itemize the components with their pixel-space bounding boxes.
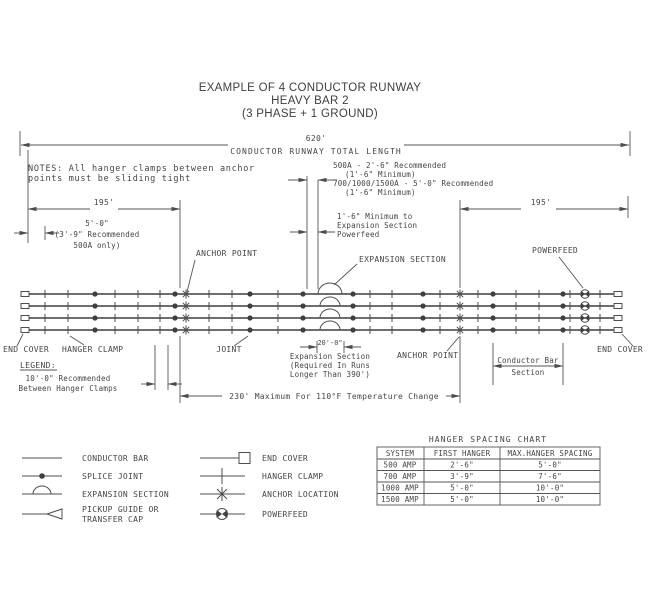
dim-exp-min-1: 1'-6" Minimum to [337, 212, 413, 221]
powerfeed-symbol [585, 303, 589, 309]
powerfeed-symbol [581, 327, 585, 333]
end-cover-symbol [200, 453, 250, 464]
expansion-arc-symbol [320, 309, 340, 318]
powerfeed-symbol [581, 303, 585, 309]
dim-left-span: 195' [93, 198, 115, 207]
dim-right-span: 195' [530, 198, 552, 207]
dim-exp-note-2: (Required In Runs [289, 361, 371, 370]
dim-bar-section-2: Section [511, 368, 545, 377]
hanger-clamp-symbol [200, 468, 245, 484]
callout-expansion: EXPANSION SECTION [359, 255, 446, 264]
end-cover-symbol [614, 292, 622, 297]
legend-label-pickup-2: TRANSFER CAP [82, 515, 144, 524]
splice-joint-symbol [490, 291, 495, 296]
legend-label-pickup-1: PICKUP GUIDE OR [82, 505, 159, 514]
splice-joint-symbol [300, 315, 305, 320]
chart-header-max-spacing: MAX.HANGER SPACING [507, 449, 593, 458]
page-subtitle-2: (3 PHASE + 1 GROUND) [241, 108, 379, 120]
expansion-arc-symbol [320, 321, 340, 330]
chart-cell: 10'-0" [535, 483, 565, 493]
splice-joint-symbol [22, 473, 62, 479]
end-cover-symbol [614, 304, 622, 309]
callout-anchor-right: ANCHOR POINT [397, 351, 459, 360]
chart-cell: 700 AMP [383, 472, 417, 481]
leader-lines [17, 257, 633, 351]
end-cover-symbol [614, 328, 622, 333]
dim-first-hanger-3: 500A only) [73, 241, 121, 250]
callout-anchor-left: ANCHOR POINT [196, 249, 258, 258]
chart-title: HANGER SPACING CHART [428, 435, 548, 444]
callout-joint: JOINT [216, 345, 242, 354]
chart-cell: 5'-0" [538, 460, 562, 470]
dim-total-value: 620' [305, 134, 327, 143]
legend-label-end-cover: END COVER [262, 454, 309, 463]
dim-feed-2: (1'-6" Minimum) [345, 170, 416, 179]
powerfeed-symbol [585, 327, 589, 333]
powerfeed-symbol [200, 509, 245, 520]
splice-joint-symbol [92, 303, 97, 308]
chart-cell: 3'-9" [450, 472, 474, 481]
notes-block [28, 164, 255, 184]
callout-end-cover-left: END COVER [3, 345, 50, 354]
splice-joint-symbol [420, 327, 425, 332]
dim-exp-min-2: Expansion Section [337, 221, 418, 230]
end-cover-symbol [21, 316, 29, 321]
splice-joint-symbol [350, 315, 355, 320]
callout-hanger-clamp: HANGER CLAMP [62, 345, 124, 354]
callout-powerfeed: POWERFEED [532, 246, 579, 255]
legend-note-title: LEGEND: [20, 361, 56, 370]
runway [21, 283, 622, 335]
splice-joint-symbol [247, 291, 252, 296]
splice-joint-symbol [172, 303, 177, 308]
hanger-spacing-chart [377, 435, 600, 505]
chart-cell: 1500 AMP [381, 495, 419, 504]
splice-joint-symbol [490, 315, 495, 320]
end-cover-symbol [21, 328, 29, 333]
splice-joint-symbol [172, 327, 177, 332]
splice-joint-symbol [490, 327, 495, 332]
legend-note-1: 10'-0" Recommended [25, 374, 111, 383]
legend [22, 453, 339, 525]
splice-joint-symbol [247, 315, 252, 320]
callout-end-cover-right: END COVER [597, 345, 644, 354]
dim-first-hanger-1: 5'-0" [85, 219, 109, 228]
chart-cell: 1000 AMP [381, 483, 419, 493]
splice-joint-symbol [350, 291, 355, 296]
splice-joint-symbol [420, 303, 425, 308]
dim-max-run: 230' Maximum For 110°F Temperature Change [229, 392, 439, 401]
chart-cell: 7'-6" [538, 472, 562, 481]
dim-exp-note-3: Longer Than 390') [289, 370, 371, 379]
splice-joint-symbol [92, 327, 97, 332]
dim-exp-min-3: Powerfeed [337, 230, 380, 239]
powerfeed-symbol [585, 315, 589, 321]
chart-header-system: SYSTEM [385, 449, 415, 458]
splice-joint-symbol [560, 303, 565, 308]
splice-joint-symbol [350, 303, 355, 308]
splice-joint-symbol [420, 315, 425, 320]
dim-bar-section-1: Conductor Bar [497, 356, 559, 365]
chart-cell: 10'-0" [535, 495, 565, 504]
dim-first-hanger-2: (3'-9" Recommended [54, 230, 140, 239]
legend-label-hanger-clamp: HANGER CLAMP [262, 472, 324, 481]
pickup-guide-symbol [22, 509, 62, 519]
splice-joint-symbol [172, 291, 177, 296]
dim-feed-1: 500A - 2'-6" Recommended [333, 161, 447, 170]
expansion-section-symbol [22, 486, 62, 494]
dim-exp-len: 20'-0" [317, 339, 343, 347]
legend-label-conductor-bar: CONDUCTOR BAR [82, 454, 149, 463]
page-title: EXAMPLE OF 4 CONDUCTOR RUNWAY [198, 82, 422, 94]
legend-label-expansion: EXPANSION SECTION [82, 490, 169, 499]
splice-joint-symbol [560, 291, 565, 296]
chart-cell: 500 AMP [383, 460, 417, 470]
powerfeed-symbol [585, 291, 589, 297]
splice-joint-symbol [560, 327, 565, 332]
splice-joint-symbol [247, 303, 252, 308]
page-subtitle: HEAVY BAR 2 [271, 95, 349, 107]
chart-cell: 5'-0" [450, 483, 474, 493]
expansion-arc-symbol [320, 297, 340, 306]
dim-feed-4: (1'-6" Minimum) [345, 188, 416, 197]
note-line-2: points must be sliding tight [28, 174, 191, 184]
end-cover-symbol [21, 292, 29, 297]
splice-joint-symbol [172, 315, 177, 320]
splice-joint-symbol [300, 291, 305, 296]
note-line-1: NOTES: All hanger clamps between anchor [28, 164, 255, 174]
splice-joint-symbol [300, 327, 305, 332]
legend-note-2: Between Hanger Clamps [18, 384, 118, 393]
splice-joint-symbol [350, 327, 355, 332]
chart-header-first-hanger: FIRST HANGER [433, 449, 491, 458]
anchor-location-symbol [200, 487, 245, 501]
splice-joint-symbol [490, 303, 495, 308]
title-block [199, 82, 422, 120]
dim-total-label: CONDUCTOR RUNWAY TOTAL LENGTH [230, 147, 402, 156]
legend-label-powerfeed: POWERFEED [262, 510, 309, 519]
legend-label-anchor: ANCHOR LOCATION [262, 490, 339, 499]
end-cover-symbol [21, 304, 29, 309]
dim-feed-3: 700/1000/1500A - 5'-0" Recommended [333, 179, 494, 188]
end-cover-symbol [614, 316, 622, 321]
dim-exp-note-1: Expansion Section [289, 352, 371, 361]
powerfeed-symbol [581, 315, 585, 321]
legend-label-splice-joint: SPLICE JOINT [82, 472, 144, 481]
expansion-arc-symbol [318, 283, 342, 294]
splice-joint-symbol [300, 303, 305, 308]
splice-joint-symbol [420, 291, 425, 296]
powerfeed-symbol [581, 291, 585, 297]
splice-joint-symbol [560, 315, 565, 320]
splice-joint-symbol [92, 315, 97, 320]
splice-joint-symbol [92, 291, 97, 296]
splice-joint-symbol [247, 327, 252, 332]
chart-cell: 2'-6" [450, 460, 474, 470]
chart-cell: 5'-0" [450, 495, 474, 504]
